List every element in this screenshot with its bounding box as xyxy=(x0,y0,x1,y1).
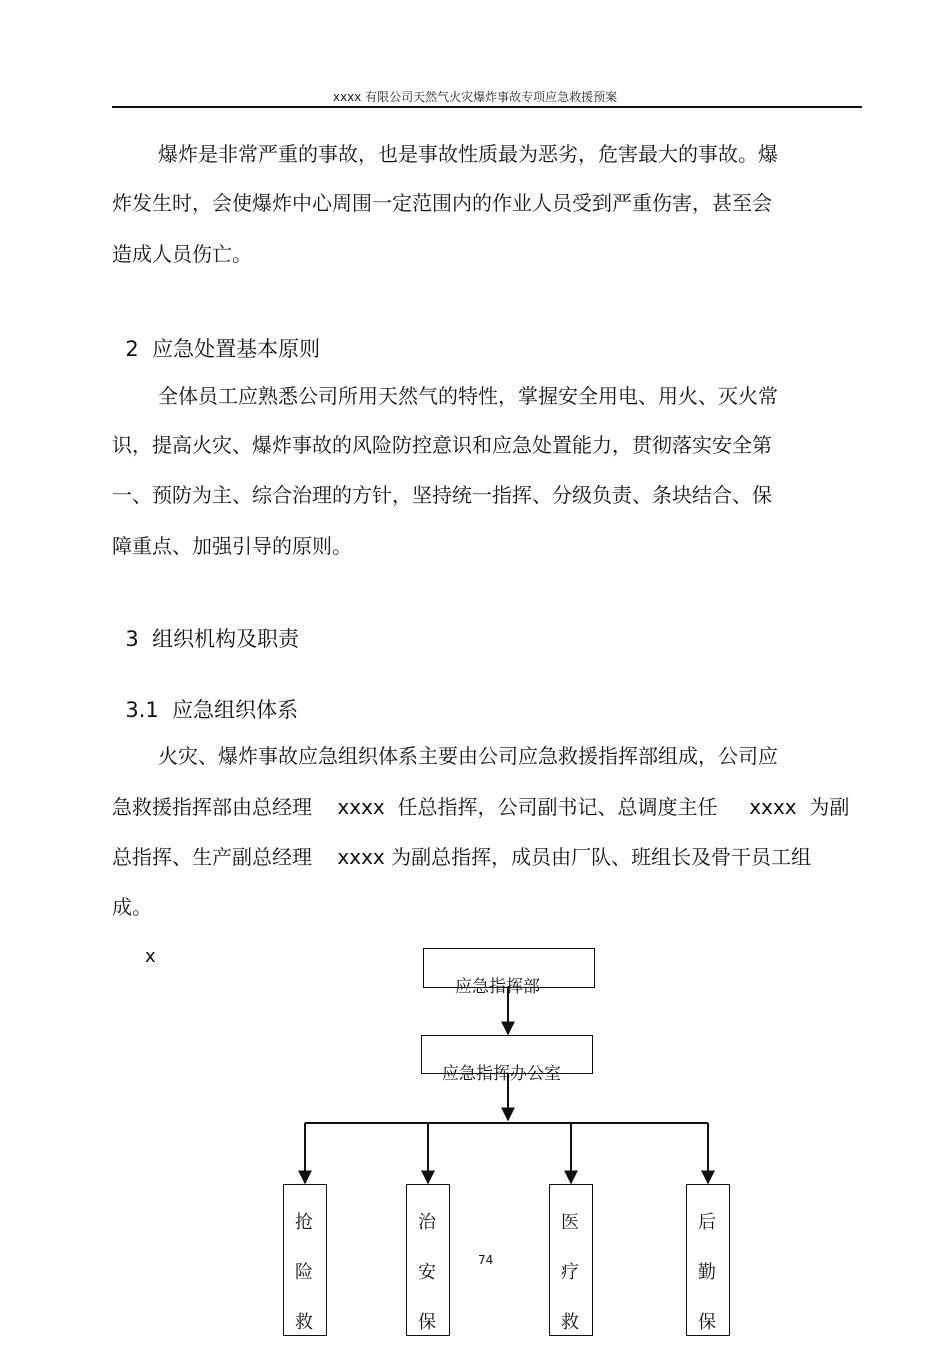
para3-line-1: 火灾、爆炸事故应急组织体系主要由公司应急救援指挥部组成，公司应 xyxy=(158,744,778,768)
section-number: 2 xyxy=(125,337,139,361)
team-logistics-char-2: 勤 xyxy=(698,1262,716,1283)
para3-line-2: 急救援指挥部由总经理 xxxx 任总指挥，公司副书记、总调度主任 xxxx 为副 xyxy=(112,795,850,819)
section-title: 组织机构及职责 xyxy=(152,627,300,651)
section-title: 应急组织体系 xyxy=(172,698,299,722)
team-medical-char-1: 医 xyxy=(561,1212,579,1233)
team-security-char-1: 治 xyxy=(418,1212,436,1233)
team-rescue-char-2: 险 xyxy=(295,1262,313,1283)
stray-mark: x xyxy=(145,946,156,967)
para2-line-3: 一、预防为主、综合治理的方针，坚持统一指挥、分级负责、条块结合、保 xyxy=(112,483,772,507)
team-logistics-char-1: 后 xyxy=(698,1212,716,1233)
command-center-label: 应急指挥部 xyxy=(455,977,540,997)
team-medical-char-3: 救 xyxy=(561,1312,579,1333)
team-medical-char-2: 疗 xyxy=(561,1262,579,1283)
section-number: 3 xyxy=(125,627,139,651)
para3-line-4: 成。 xyxy=(112,895,152,919)
para1-line-3: 造成人员伤亡。 xyxy=(112,242,252,266)
para1-line-1: 爆炸是非常严重的事故，也是事故性质最为恶劣，危害最大的事故。爆 xyxy=(158,142,778,166)
para2-line-1: 全体员工应熟悉公司所用天然气的特性，掌握安全用电、用火、灭火常 xyxy=(158,384,778,408)
running-header: xxxx 有限公司天然气火灾爆炸事故专项应急救援预案 xyxy=(332,90,618,104)
team-rescue-char-3: 救 xyxy=(295,1312,313,1333)
team-security-char-3: 保 xyxy=(418,1312,436,1333)
para2-line-2: 识，提高火灾、爆炸事故的风险防控意识和应急处置能力，贯彻落实安全第 xyxy=(112,433,772,457)
command-office-label: 应急指挥办公室 xyxy=(442,1064,561,1084)
page-number: 74 xyxy=(478,1253,494,1267)
para3-line-3: 总指挥、生产副总经理 xxxx 为副总指挥，成员由厂队、班组长及骨干员工组 xyxy=(112,845,812,869)
section-number: 3.1 xyxy=(125,698,159,722)
team-rescue-char-1: 抢 xyxy=(295,1212,313,1233)
section-title: 应急处置基本原则 xyxy=(152,337,321,361)
team-security-char-2: 安 xyxy=(418,1262,436,1283)
para2-line-4: 障重点、加强引导的原则。 xyxy=(112,534,352,558)
para1-line-2: 炸发生时，会使爆炸中心周围一定范围内的作业人员受到严重伤害，甚至会 xyxy=(112,191,772,215)
team-logistics-char-3: 保 xyxy=(698,1312,716,1333)
